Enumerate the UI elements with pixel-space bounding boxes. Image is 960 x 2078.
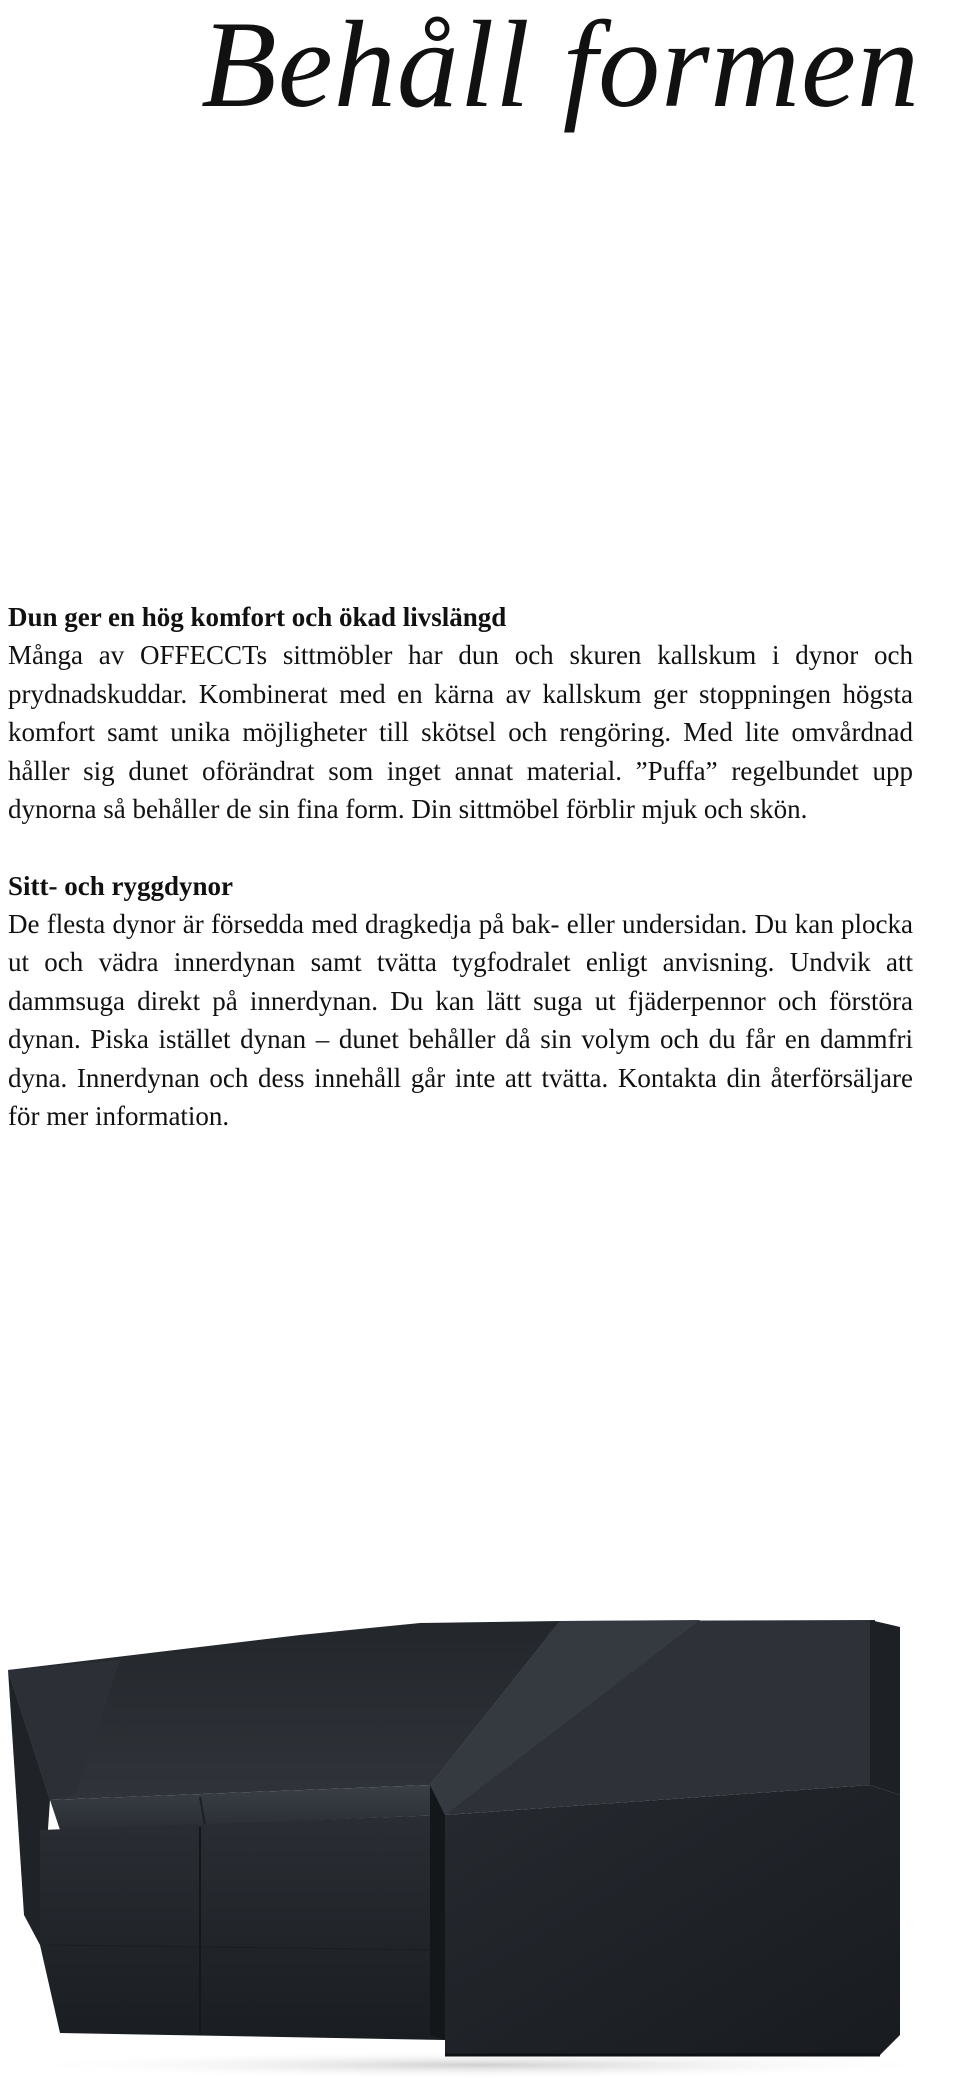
section-cushions: [8, 867, 913, 1136]
section-heading: Sitt- och ryggdynor: [8, 870, 233, 901]
article-content: [8, 598, 913, 1136]
section-body: Många av OFFECCTs sittmöbler har dun och skuren kallskum i dynor och prydnadskuddar. Kombinerat med en kärna av kallskum ger stoppningen högsta komfort samt unika möjligheter till skötsel och rengöring. Med lite omvårdnad håller sig dunet oförändrat som inget annat material. ”Puffa” regelbundet upp dynorna så behåller de sin fina form. Din sittmöbel förblir mjuk och skön.: [8, 640, 913, 824]
page-title: Behåll formen: [201, 0, 920, 133]
section-body: De flesta dynor är försedda med dragkedja på bak- eller undersidan. Du kan plocka ut och vädra innerdynan samt tvätta tygfodralet enligt anvisning. Undvik att dammsuga direkt på innerdynan. Du kan lätt suga ut fjäderpennor och förstöra dynan. Piska istället dynan – dunet behåller då sin volym och du får en dammfri dyna. Innerdynan och dess innehåll går inte att tvätta. Kontakta din återförsäljare för mer information.: [8, 908, 913, 1131]
sofa-photo: [0, 1615, 960, 2078]
section-down-comfort: [8, 598, 913, 829]
section-heading: Dun ger en hög komfort och ökad livslängd: [8, 602, 507, 632]
sofa-photo-icon: [0, 1615, 960, 2078]
